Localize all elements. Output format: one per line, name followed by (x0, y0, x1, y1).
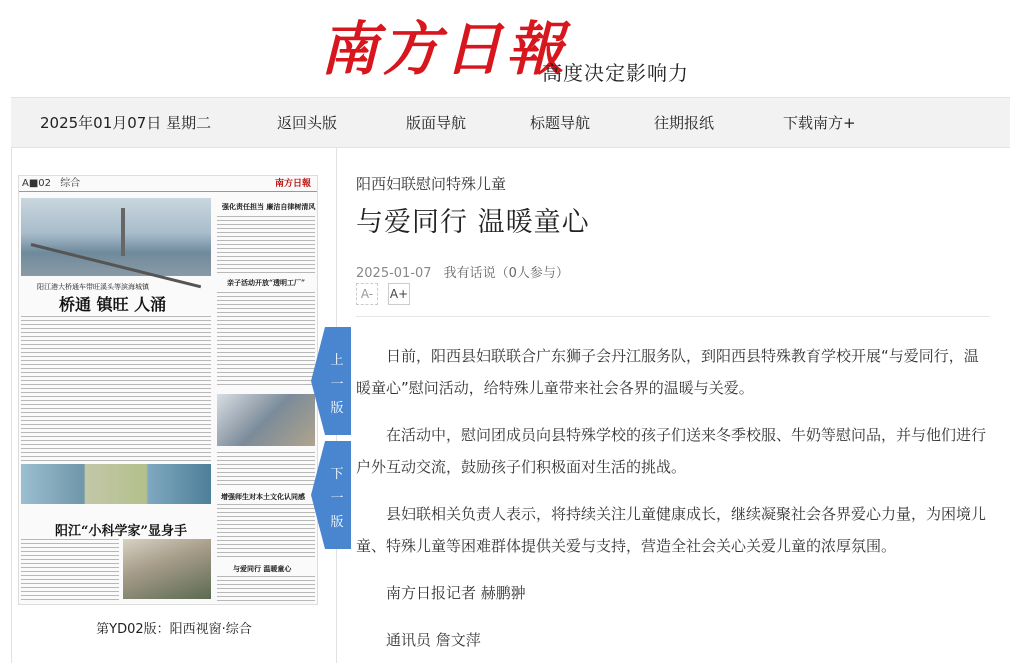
thumbnail-page-header (19, 176, 317, 192)
thumbnail-text-block (217, 576, 315, 602)
comment-link[interactable]: 我有话说（0人参与） (443, 266, 569, 281)
nav-back-to-front-page[interactable]: 返回头版 (277, 114, 338, 132)
slogan: 高度决定影响力 (542, 61, 689, 85)
nav-past-issues[interactable]: 往期报纸 (654, 114, 715, 132)
thumbnail-small-headline: 与爱同行 温暖童心 (233, 564, 292, 573)
next-page-label: 下 一 版 (330, 467, 344, 530)
issue-date: 2025年01月07日 星期二 (40, 114, 212, 132)
article-body (356, 340, 990, 663)
page-caption[interactable]: 第YD02版：阳西视窗·综合 (96, 622, 252, 637)
article-title: 与爱同行 温暖童心 (356, 207, 590, 238)
article-meta (356, 262, 581, 281)
thumbnail-paper-logo: 南方日報 (274, 179, 311, 189)
thumbnail-page-label: A■02 (22, 178, 52, 189)
newspaper-logo[interactable]: 南方日報 (320, 15, 569, 83)
article-byline-correspondent: 通讯员 詹文萍 (386, 631, 481, 649)
article-date: 2025-01-07 (356, 266, 432, 281)
thumbnail-text-block (21, 316, 211, 461)
article-paragraph: 日前，阳西县妇联联合广东狮子会丹江服务队，到阳西县特殊教育学校开展“与爱同行，温暖童心”慰问活动，给特殊儿童带来社会各界的温暖与关爱。 (356, 347, 979, 397)
thumbnail-section: 综合 (60, 178, 81, 189)
article-paragraph: 县妇联相关负责人表示，将持续关注儿童健康成长，继续凝聚社会各界爱心力量，为困境儿童、特殊儿童等困难群体提供关爱与支持，营造全社会关心关爱儿童的浓厚氛围。 (356, 505, 987, 555)
article-panel (337, 148, 1010, 663)
page-thumbnail[interactable] (18, 175, 318, 605)
thumbnail-text-block (217, 452, 315, 488)
science-event-photo (123, 539, 211, 599)
thumbnail-col-headline-2: 亲子活动开放“透明工厂” (227, 278, 306, 287)
page-preview-panel (11, 148, 337, 663)
previous-page-label: 上 一 版 (330, 353, 344, 416)
thumbnail-text-block (217, 292, 315, 388)
top-nav-bar (11, 97, 1010, 148)
font-smaller-button[interactable]: A- (356, 283, 378, 305)
article-paragraph: 在活动中，慰问团成员向县特殊学校的孩子们送来冬季校服、牛奶等慰问品，并与他们进行户外互动交流，鼓励孩子们积极面对生活的挑战。 (356, 426, 987, 476)
thumbnail-kicker: 阳江港大桥通车带旺溪头等滨海城镇 (37, 283, 149, 291)
coastal-towns-photos (21, 464, 211, 504)
thumbnail-text-block (217, 504, 315, 560)
site-header (0, 0, 1021, 97)
bridge-tower-shape (121, 208, 125, 256)
nav-title-navigation[interactable]: 标题导航 (530, 114, 591, 132)
factory-visit-photo (217, 394, 315, 446)
divider (356, 316, 990, 317)
thumbnail-text-block (217, 216, 315, 274)
thumbnail-bottom-headline: 阳江“小科学家”显身手 (55, 524, 187, 539)
thumbnail-text-block (21, 539, 119, 601)
nav-download-nanfang-plus[interactable]: 下载南方+ (783, 114, 856, 132)
thumbnail-main-headline: 桥通 镇旺 人涌 (59, 295, 167, 314)
thumbnail-col-headline-1: 强化责任担当 廉洁自律树清风 (222, 202, 316, 211)
article-byline-reporter: 南方日报记者 赫鹏翀 (386, 584, 526, 602)
font-larger-button[interactable]: A+ (388, 283, 410, 305)
bridge-photo (21, 198, 211, 276)
nav-page-navigation[interactable]: 版面导航 (406, 114, 467, 132)
thumbnail-col-headline-3: 增强师生对本土文化认同感 (221, 492, 305, 501)
article-kicker: 阳西妇联慰问特殊儿童 (356, 175, 507, 193)
